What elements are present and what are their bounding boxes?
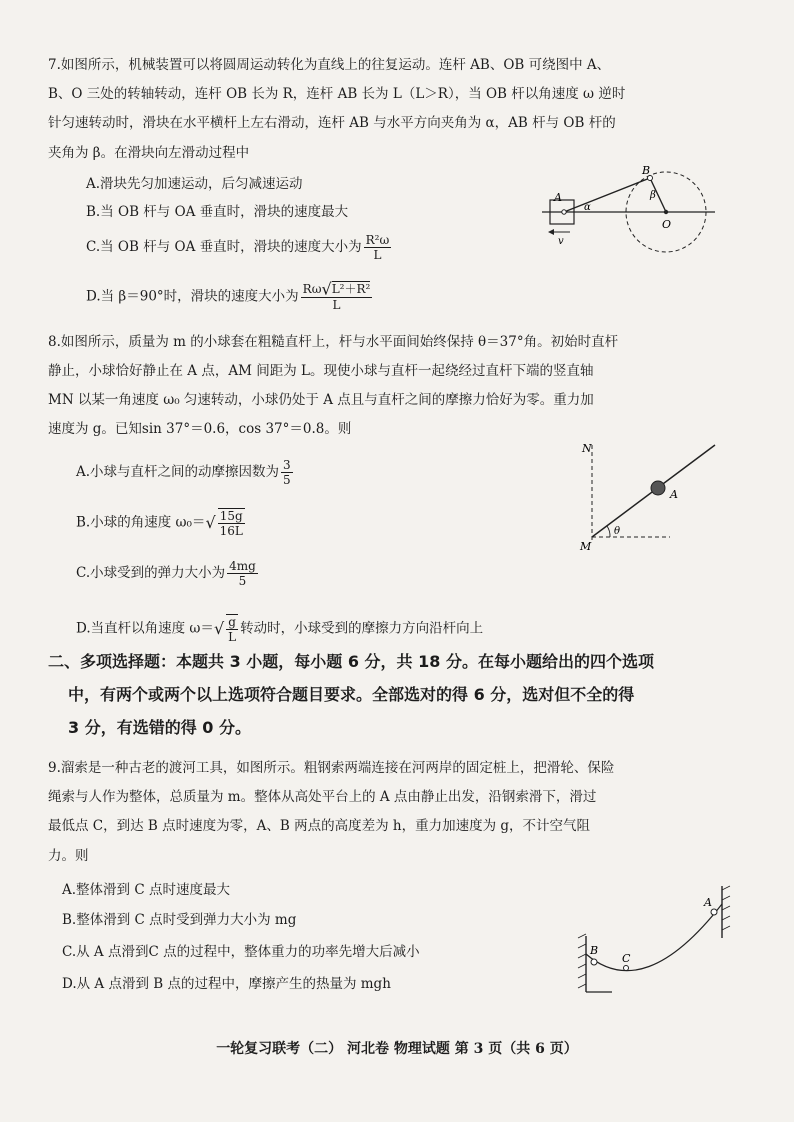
- q8-option-a-text: A.小球与直杆之间的动摩擦因数为: [76, 464, 280, 480]
- q8-stem-line-3: MN 以某一角速度 ω₀ 匀速转动，小球仍处于 A 点且与直杆之间的摩擦力恰好为零。重力加: [48, 392, 594, 408]
- sqrt-symbol: √: [213, 619, 225, 638]
- q7-option-c-text: C.当 OB 杆与 OA 垂直时，滑块的速度大小为: [86, 239, 362, 255]
- section-2-line-1: 二、多项选择题：本题共 3 小题，每小题 6 分，共 18 分。在每小题给出的四个选项: [48, 652, 654, 671]
- q8-option-c: [76, 559, 260, 588]
- q8-fig-label-m: M: [580, 540, 592, 553]
- q8-option-b-numerator: 15g: [218, 509, 245, 524]
- q7-fig-label-alpha: α: [584, 202, 591, 213]
- q7-option-a: A.滑块先匀加速运动，后匀减速运动: [86, 176, 303, 192]
- q8-stem-line-1: 8.如图所示，质量为 m 的小球套在粗糙直杆上，杆与水平面间始终保持 θ＝37°角。初始时直杆: [48, 334, 619, 350]
- q8-option-c-text: C.小球受到的弹力大小为: [76, 565, 226, 581]
- sqrt-symbol: √: [321, 279, 332, 299]
- q8-option-a: [76, 458, 295, 487]
- section-2-line-2: 中，有两个或两个以上选项符合题目要求。全部选对的得 6 分，选对但不全的得: [68, 685, 635, 704]
- q8-rod-figure: [570, 440, 730, 555]
- q9-stem-line-4: 力。则: [48, 848, 89, 864]
- q7-option-c-fraction: [364, 233, 392, 262]
- q7-option-d-num-coef: Rω: [302, 282, 322, 296]
- q9-option-a: A.整体滑到 C 点时速度最大: [62, 882, 230, 898]
- q8-option-d-fraction: [226, 614, 238, 644]
- q7-fig-label-a: A: [554, 191, 562, 204]
- q7-stem-line-1: 7.如图所示，机械装置可以将圆周运动转化为直线上的往复运动。连杆 AB、OB 可绕图中 A、: [48, 57, 611, 73]
- q8-option-b-fraction: [218, 508, 245, 538]
- q8-option-b: [76, 508, 247, 538]
- q7-option-b: B.当 OB 杆与 OA 垂直时，滑块的速度最大: [86, 204, 349, 220]
- q7-option-d-fraction: [301, 279, 373, 312]
- q8-fig-label-a: A: [670, 488, 678, 501]
- q7-option-c-numerator: R²ω: [365, 233, 390, 247]
- q9-option-c: C.从 A 点滑到C 点的过程中，整体重力的功率先增大后减小: [62, 944, 420, 960]
- q7-stem-line-3: 针匀速转动时，滑块在水平横杆上左右滑动，连杆 AB 与水平方向夹角为 α，AB 杆与 OB 杆的: [48, 115, 616, 131]
- q8-option-b-denominator: 16L: [219, 524, 243, 538]
- q7-option-d-text: D.当 β＝90°时，滑块的速度大小为: [86, 288, 299, 305]
- q9-fig-label-b: B: [590, 944, 599, 957]
- sqrt-symbol: √: [205, 513, 216, 532]
- q8-option-d-text: D.当直杆以角速度 ω＝: [76, 620, 214, 637]
- q9-stem-line-2: 绳索与人作为整体，总质量为 m。整体从高处平台上的 A 点由静止出发，沿钢索滑下，滑过: [48, 789, 597, 805]
- q9-option-d: D.从 A 点滑到 B 点的过程中，摩擦产生的热量为 mgh: [62, 976, 391, 992]
- q9-stem-line-3: 最低点 C，到达 B 点时速度为零，A、B 两点的高度差为 h，重力加速度为 g，不计空气阻: [48, 818, 591, 834]
- q8-fig-label-n: N: [582, 442, 592, 455]
- q9-fig-label-c: C: [622, 952, 631, 965]
- q7-fig-label-o: O: [662, 218, 672, 231]
- q8-option-d-text-post: 转动时，小球受到的摩擦力方向沿杆向上: [240, 620, 484, 637]
- q7-option-d-numerator: [301, 279, 373, 299]
- q9-zipline-figure: [572, 876, 737, 998]
- q7-mechanism-figure: [540, 160, 720, 270]
- q8-option-a-numerator: 3: [283, 458, 291, 472]
- q7-fig-label-beta: β: [650, 190, 656, 201]
- q8-option-b-text: B.小球的角速度 ω₀＝: [76, 514, 206, 531]
- q8-option-d-denominator: L: [228, 630, 237, 644]
- section-2-line-3: 3 分，有选错的得 0 分。: [68, 718, 251, 737]
- q7-option-d: [86, 279, 374, 312]
- q8-stem-line-4: 速度为 g。已知sin 37°＝0.6，cos 37°＝0.8。则: [48, 421, 352, 437]
- q8-option-c-fraction: [227, 559, 258, 588]
- page-footer: 一轮复习联考（二） 河北卷 物理试题 第 3 页（共 6 页）: [216, 1041, 578, 1057]
- q8-option-a-denominator: 5: [283, 473, 291, 487]
- q7-option-d-radicand: L²＋R²: [331, 282, 371, 296]
- q8-option-a-fraction: [281, 458, 293, 487]
- q8-option-c-numerator: 4mg: [229, 559, 256, 573]
- q8-fig-label-theta: θ: [614, 526, 621, 537]
- q7-fig-label-v: v: [558, 236, 564, 247]
- q7-option-c-denominator: L: [373, 248, 382, 262]
- q9-stem-line-1: 9.溜索是一种古老的渡河工具，如图所示。粗钢索两端连接在河两岸的固定桩上，把滑轮、保险: [48, 760, 615, 776]
- q7-option-c: [86, 233, 393, 262]
- q8-option-c-denominator: 5: [238, 574, 247, 588]
- q7-fig-label-b: B: [642, 164, 651, 177]
- q9-option-b: B.整体滑到 C 点时受到弹力大小为 mg: [62, 912, 297, 928]
- q8-option-d: [76, 614, 483, 644]
- q8-stem-line-2: 静止，小球恰好静止在 A 点，AM 间距为 L。现使小球与直杆一起绕经过直杆下端的竖直轴: [48, 363, 594, 379]
- q9-fig-label-a: A: [704, 896, 712, 909]
- q7-stem-line-2: B、O 三处的转轴转动，连杆 OB 长为 R，连杆 AB 长为 L（L＞R），当 OB 杆以角速度 ω 逆时: [48, 86, 626, 102]
- q7-stem-line-4: 夹角为 β。在滑块向左滑动过程中: [48, 145, 250, 161]
- q8-option-d-numerator: g: [226, 615, 238, 630]
- q7-option-d-denominator: L: [332, 297, 341, 312]
